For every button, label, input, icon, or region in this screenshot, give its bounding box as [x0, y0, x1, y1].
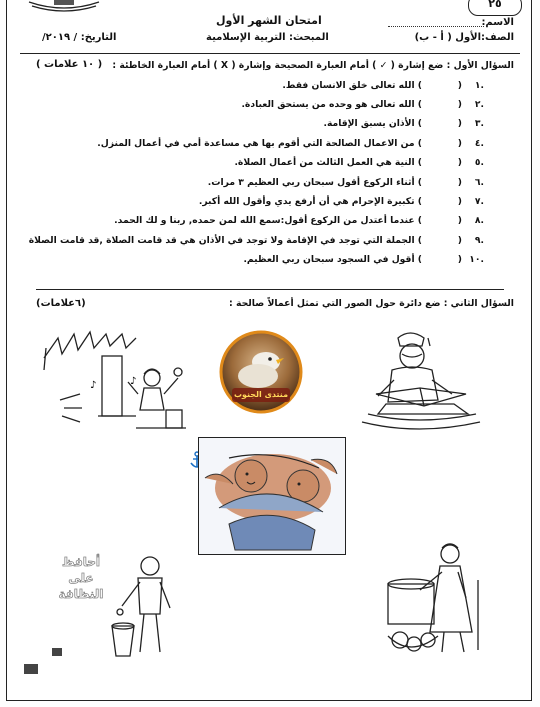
q1-statement-row — [30, 155, 484, 171]
school-logo-icon — [24, 0, 104, 18]
statement-number: .٧ — [474, 195, 484, 207]
statement-text: ) الله تعالى خلق الانسان فقط. — [282, 79, 422, 91]
statement-text: ) الجملة التي توجد في الإقامة ولا توجد في الأذان هي قد قامت الصلاة ,قد قامت الصلاة — [28, 234, 422, 246]
footer-mark — [24, 664, 38, 674]
statement-text: ) من الاعمال الصالحة التي أقوم بها هي مساعدة أمي في أعمال المنزل. — [97, 137, 422, 149]
image-woman-laundry[interactable] — [380, 540, 492, 660]
boy-reading-illustration — [358, 330, 484, 442]
q2-title: السؤال الثاني : ضع دائرة حول الصور التي تمثل أعمالاً صالحة : — [229, 298, 514, 309]
class-label: الصف:الأول ( أ - ب) — [414, 32, 514, 43]
statement-text: ) تكبيرة الإحرام هي أن أرفع يدي وأقول الله أكبر. — [198, 195, 422, 207]
image-boys-fighting[interactable] — [198, 437, 346, 555]
statement-text: ) أقول في السجود سبحان ربي العظيم. — [243, 254, 422, 266]
exam-title: امتحان الشهر الأول — [216, 14, 322, 27]
name-blank-line — [388, 26, 484, 27]
answer-blank[interactable]: ( — [457, 79, 462, 91]
statement-text: ) الأذان يسبق الإقامة. — [323, 118, 422, 130]
statement-text: ) النية هي العمل الثالث من أعمال الصلاة. — [234, 157, 422, 169]
statement-number: .٣ — [474, 118, 484, 130]
answer-blank[interactable]: ( — [457, 254, 462, 266]
woman-laundry-illustration — [380, 540, 492, 660]
date-label: التاريخ: / ٢٠١٩/ — [42, 32, 117, 43]
q1-marks: ( ١٠ علامات ) — [36, 59, 103, 70]
noisy-boy-illustration — [40, 328, 188, 438]
logo-text: منتدى الجنوب — [233, 390, 289, 399]
school-logo — [24, 0, 104, 18]
svg-text:♪: ♪ — [90, 380, 97, 391]
name-label: الاسم: — [481, 17, 514, 28]
boys-fighting-illustration — [199, 438, 345, 554]
q1-statement-row — [30, 77, 484, 93]
q1-statement-row — [28, 232, 484, 248]
image-bird-photo[interactable] — [218, 330, 304, 414]
statement-number: .٩ — [474, 234, 484, 246]
answer-blank[interactable]: ( — [457, 176, 462, 188]
answer-blank[interactable]: ( — [457, 195, 462, 207]
q2-marks: (٦علامات) — [36, 298, 86, 309]
statement-text: ) عندما أعتدل من الركوع أقول:سمع الله لمن حمده, ربنا و لك الحمد. — [114, 215, 422, 227]
q1-statement-row — [30, 135, 484, 151]
answer-blank[interactable]: ( — [457, 137, 462, 149]
q1-title: السؤال الأول : ضع إشارة ( ✓ ) أمام العبارة الصحيحة وإشارة ( X ) أمام العبارة الخاطئة : — [112, 60, 514, 71]
q1-statement-row — [30, 116, 484, 132]
q1-statement-row — [30, 193, 484, 209]
statement-number: .١٠ — [469, 254, 484, 266]
section-divider — [36, 289, 504, 290]
score-box — [468, 0, 522, 16]
statement-text: ) أثناء الركوع أقول سبحان ربي العظيم ٣ مرات. — [207, 176, 422, 188]
statement-number: .٦ — [474, 176, 484, 188]
answer-blank[interactable]: ( — [457, 98, 462, 110]
score-value: ٢٥ — [488, 0, 502, 10]
statement-number: .١ — [474, 79, 484, 91]
q1-statement-row — [30, 174, 484, 190]
image-boy-trash[interactable] — [42, 548, 192, 660]
q1-statement-row — [30, 252, 484, 268]
answer-blank[interactable]: ( — [457, 234, 462, 246]
svg-text:♪: ♪ — [130, 376, 137, 387]
answer-blank[interactable]: ( — [457, 118, 462, 130]
header-divider — [20, 53, 520, 54]
statement-text: ) الله تعالى هو وحده من يستحق العبادة. — [241, 98, 422, 110]
statement-number: .٤ — [474, 137, 484, 149]
answer-blank[interactable]: ( — [457, 215, 462, 227]
statement-number: .٢ — [474, 98, 484, 110]
cleanliness-sign-text: أحافظ على النظافة — [58, 555, 104, 601]
image-boy-reading[interactable] — [358, 330, 484, 442]
q1-statement-row — [30, 96, 484, 112]
answer-blank[interactable]: ( — [457, 157, 462, 169]
subject-label: المبحث: التربية الإسلامية — [206, 32, 329, 43]
statement-number: .٥ — [474, 157, 484, 169]
statement-number: .٨ — [474, 215, 484, 227]
image-noisy-boy[interactable] — [40, 328, 188, 438]
q1-statement-row — [30, 213, 484, 229]
